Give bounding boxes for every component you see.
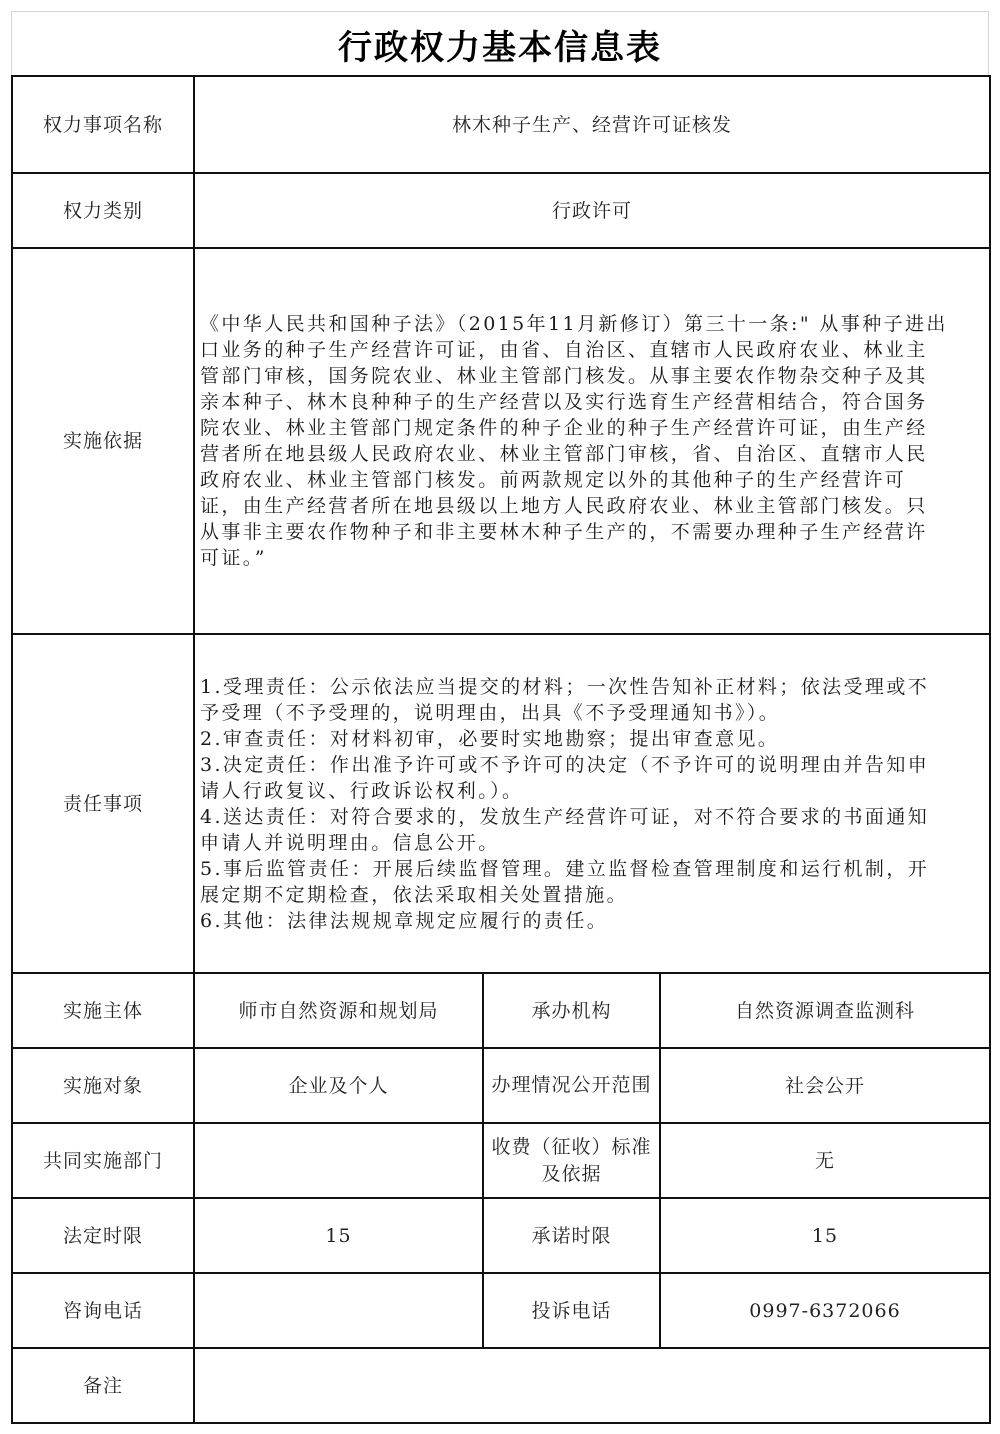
value-item-name: 林木种子生产、经营许可证核发: [194, 76, 990, 173]
value-implementer: 师市自然资源和规划局: [194, 973, 483, 1048]
basis-line: 《中华人民共和国种子法》（2015年11月新修订）第三十一条:" 从事种子进出: [200, 313, 948, 335]
basis-line: 政府农业、林业主管部门核发。前两款规定以外的其他种子的生产经营许可: [200, 469, 907, 491]
value-fee-standard: 无: [660, 1123, 990, 1198]
value-basis: [194, 248, 990, 634]
row-remarks: [12, 1348, 990, 1423]
value-responsibility: [194, 634, 990, 973]
label-joint-dept: 共同实施部门: [12, 1123, 194, 1198]
label-category: 权力类别: [12, 173, 194, 248]
page-title: 行政权力基本信息表: [338, 27, 662, 68]
responsibility-line: 予受理（不予受理的，说明理由，出具《不予受理通知书》）。: [200, 701, 781, 724]
row-implementer: [12, 973, 990, 1048]
row-category: [12, 173, 990, 248]
basis-line: 营者所在地县级人民政府农业、林业主管部门审核，省、自治区、直辖市人民: [200, 443, 928, 465]
label-item-name: 权力事项名称: [12, 76, 194, 173]
row-item-name: [12, 76, 990, 173]
responsibility-line: 展定期不定期检查，依法采取相关处置措施。: [200, 883, 629, 906]
label-handling-unit: 承办机构: [483, 973, 660, 1048]
row-joint-dept: [12, 1123, 990, 1198]
row-target: [12, 1048, 990, 1123]
label-disclosure-scope: [483, 1048, 660, 1123]
label-remarks: 备注: [12, 1348, 194, 1423]
label-complaint-phone: 投诉电话: [483, 1273, 660, 1348]
title-box: [11, 11, 989, 76]
label-promised-time-limit: 承诺时限: [483, 1198, 660, 1273]
basis-line: 可证。”: [200, 547, 267, 569]
responsibility-line: 请人行政复议、行政诉讼权利。）。: [200, 779, 524, 802]
label-fee-standard: [483, 1123, 660, 1198]
value-legal-time-limit: 15: [194, 1198, 483, 1273]
value-joint-dept: [194, 1123, 483, 1198]
value-category: 行政许可: [194, 173, 990, 248]
row-basis: [12, 248, 990, 634]
basis-line: 管部门审核，国务院农业、林业主管部门核发。从事主要农作物杂交种子及其: [200, 365, 928, 387]
value-promised-time-limit: 15: [660, 1198, 990, 1273]
responsibility-line: 6.其他：法律法规规章规定应履行的责任。: [200, 909, 609, 932]
responsibility-line: 申请人并说明理由。信息公开。: [200, 831, 500, 854]
label-consult-phone: 咨询电话: [12, 1273, 194, 1348]
value-consult-phone: [194, 1273, 483, 1348]
basis-line: 亲本种子、林木良种种子的生产经营以及实行选育生产经营相结合，符合国务: [200, 391, 928, 413]
basis-line: 从事非主要农作物种子和非主要林木种子生产的，不需要办理种子生产经营许: [200, 521, 928, 543]
value-disclosure-scope: 社会公开: [660, 1048, 990, 1123]
label-legal-time-limit: 法定时限: [12, 1198, 194, 1273]
label-implementer: 实施主体: [12, 973, 194, 1048]
label-basis: 实施依据: [12, 248, 194, 634]
responsibility-line: 5.事后监管责任：开展后续监督管理。建立监督检查管理制度和运行机制，开: [200, 857, 930, 880]
responsibility-line: 2.审查责任：对材料初审，必要时实地勘察；提出审查意见。: [200, 727, 780, 750]
value-remarks: [194, 1348, 990, 1423]
basis-line: 口业务的种子生产经营许可证，由省、自治区、直辖市人民政府农业、林业主: [200, 339, 928, 361]
responsibility-line: 1.受理责任：公示依法应当提交的材料；一次性告知补正材料；依法受理或不: [200, 675, 930, 698]
basis-line: 证，由生产经营者所在地县级以上地方人民政府农业、林业主管部门核发。只: [200, 495, 928, 517]
basis-line: 院农业、林业主管部门规定条件的种子企业的种子生产经营许可证，由生产经: [200, 417, 928, 439]
row-responsibility: [12, 634, 990, 973]
responsibility-line: 4.送达责任：对符合要求的，发放生产经营许可证，对不符合要求的书面通知: [200, 805, 930, 828]
disclosure-scope-text: 办理情况公开范围: [491, 1074, 652, 1096]
row-time-limit: [12, 1198, 990, 1273]
value-handling-unit: 自然资源调查监测科: [660, 973, 990, 1048]
fee-standard-text: 收费（征收）标准及依据: [491, 1135, 652, 1185]
value-complaint-phone: 0997-6372066: [660, 1273, 990, 1348]
row-phone: [12, 1273, 990, 1348]
label-responsibility: 责任事项: [12, 634, 194, 973]
info-table-container: [11, 75, 989, 1424]
label-target: 实施对象: [12, 1048, 194, 1123]
info-table: [11, 75, 991, 1424]
value-target: 企业及个人: [194, 1048, 483, 1123]
responsibility-line: 3.决定责任：作出准予许可或不予许可的决定（不予许可的说明理由并告知申: [200, 753, 930, 776]
